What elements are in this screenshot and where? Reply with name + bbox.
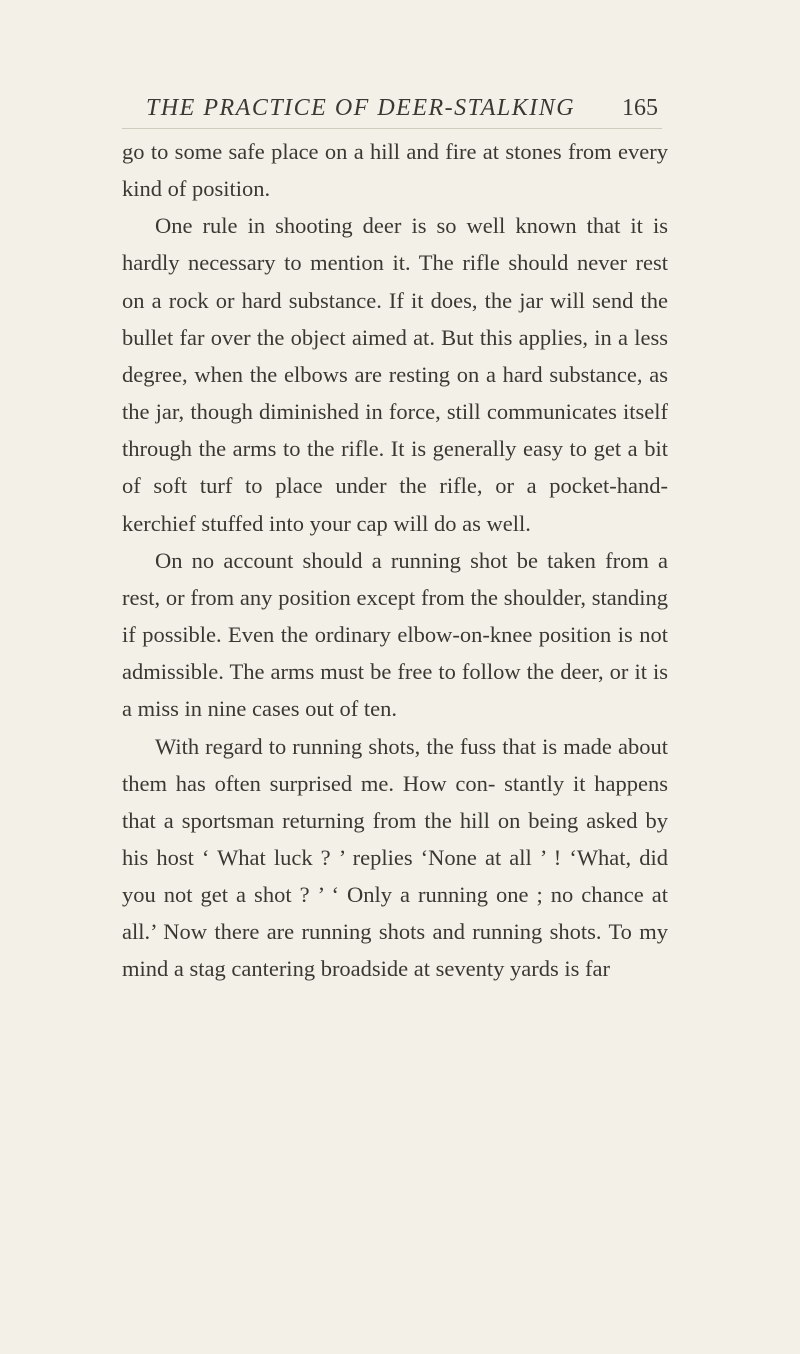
header-rule <box>122 128 662 129</box>
paragraph-continued: go to some safe place on a hill and fire at stones from every kind of position. <box>122 139 668 202</box>
chapter-title: THE PRACTICE OF DEER-STALKING <box>146 95 576 121</box>
running-head <box>146 88 658 128</box>
body-text <box>122 133 668 988</box>
page-number: 165 <box>622 95 658 121</box>
paragraph-running-shot: On no account should a running shot be taken from a rest, or from any position except from the shoulder, standing if possible. Even the ordinary elbow-on-knee position is not admissible. The arms must be free to follow the deer, or it is a miss in nine cases out of ten. <box>122 547 668 722</box>
paragraph-rifle-rest: One rule in shooting deer is so well known that it is hardly necessary to mention it. The rifle should never rest on a rock or hard substance. If it does, the jar will send the bullet far over the object aimed at. But this applies, in a less degree, when the elbows are resting on a hard substance, as the jar, though diminished in force, still communicates itself through the arms to the rifle. It is generally easy to get a bit of soft turf to place under the rifle, or a pocket-hand- kerchief stuffed into your cap will do as well. <box>122 213 668 536</box>
paragraph-running-shots-fuss: With regard to running shots, the fuss that is made about them has often surprised me. How con- stantly it happens that a sportsman returning from the hill on being asked by his host ‘ What luck ? ’ replies ‘None at all ’ ! ‘What, did you not get a shot ? ’ ‘ Only a running one ; no chance at all.’ Now there are running shots and running shots. To my mind a stag cantering broadside at seventy yards is far <box>122 733 668 982</box>
